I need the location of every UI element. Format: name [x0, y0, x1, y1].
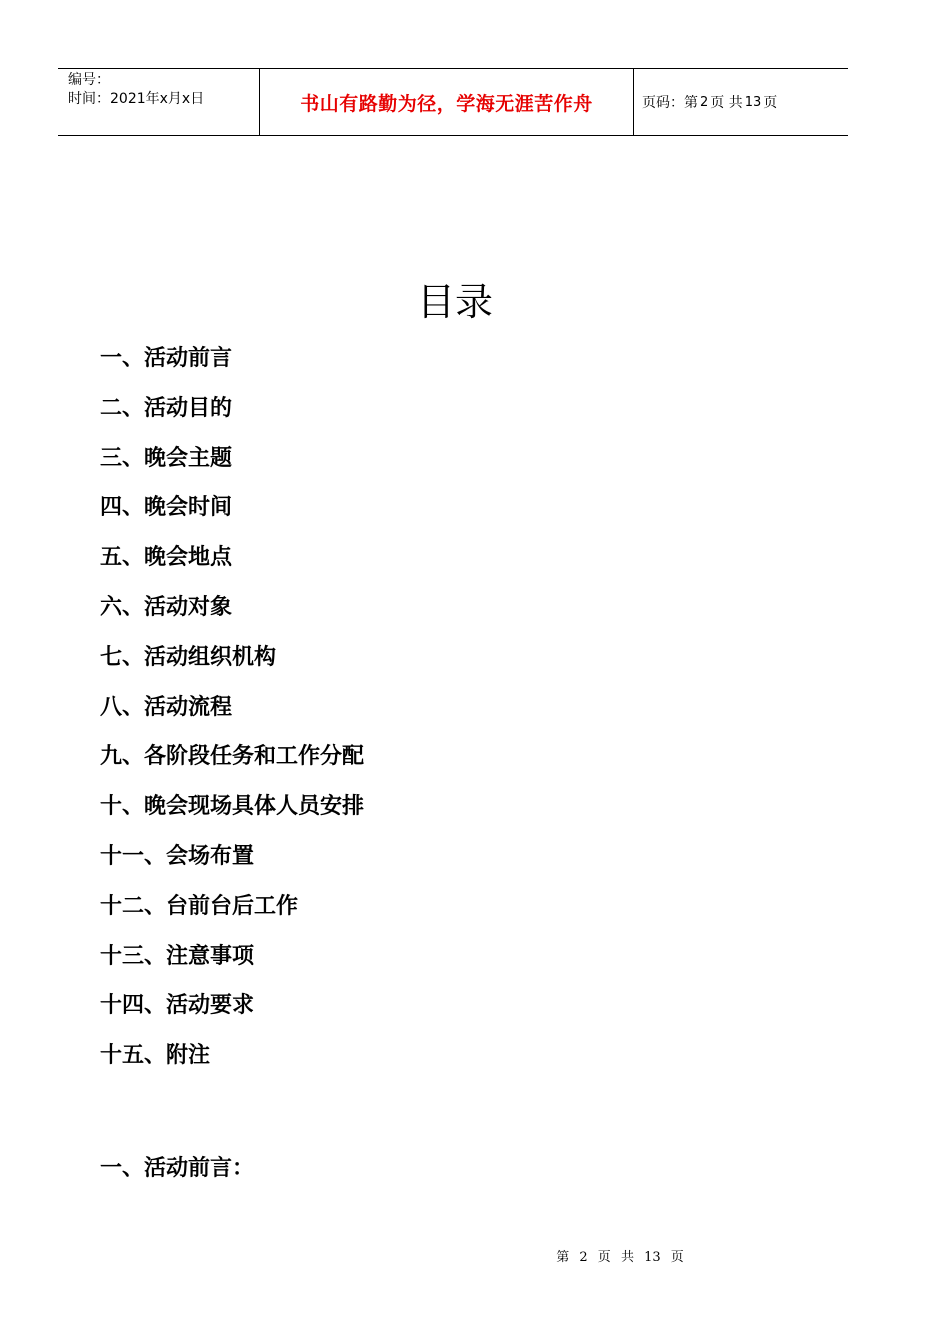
header-page-suffix: 页	[763, 95, 778, 111]
toc-item: 五、晚会地点	[100, 544, 233, 571]
page-footer	[0, 1246, 950, 1265]
document-time: 时间：2021年x月x日	[68, 91, 205, 107]
header-meta	[58, 69, 260, 135]
section-heading: 一、活动前言：	[100, 1155, 255, 1181]
toc-item: 四、晚会时间	[100, 494, 233, 521]
toc-item: 十五、附注	[100, 1042, 211, 1069]
toc-item: 八、活动流程	[100, 693, 233, 720]
page-header	[58, 68, 848, 136]
toc-item: 十、晚会现场具体人员安排	[100, 793, 365, 820]
toc-item: 三、晚会主题	[100, 444, 233, 471]
header-page-info	[634, 69, 848, 135]
document-number-label: 编号：	[68, 72, 110, 88]
toc-item: 一、活动前言	[100, 345, 233, 371]
footer-suffix: 页	[670, 1250, 684, 1265]
table-of-contents	[100, 334, 364, 1081]
header-page-mid: 页 共	[710, 95, 743, 111]
toc-item: 十三、注意事项	[100, 942, 255, 969]
footer-mid1: 页	[597, 1250, 611, 1265]
footer-mid2: 共	[620, 1250, 634, 1265]
footer-total-pages: 13	[644, 1250, 661, 1265]
toc-title: 目录	[416, 280, 493, 324]
footer-prefix: 第	[556, 1250, 570, 1265]
header-page-prefix: 页码：第	[642, 95, 698, 111]
toc-item: 十一、会场布置	[100, 842, 255, 869]
toc-item: 十四、活动要求	[100, 992, 255, 1019]
footer-current-page: 2	[579, 1250, 588, 1265]
toc-item: 九、各阶段任务和工作分配	[100, 743, 365, 770]
toc-item: 六、活动对象	[100, 593, 233, 620]
header-motto-cell	[260, 69, 634, 135]
toc-item: 十二、台前台后工作	[100, 892, 299, 919]
header-page-current: 2	[700, 94, 709, 110]
header-page-total: 13	[744, 94, 762, 110]
toc-item: 二、活动目的	[100, 394, 233, 421]
header-motto: 书山有路勤为径，学海无涯苦作舟	[300, 92, 593, 115]
toc-item: 七、活动组织机构	[100, 643, 277, 670]
